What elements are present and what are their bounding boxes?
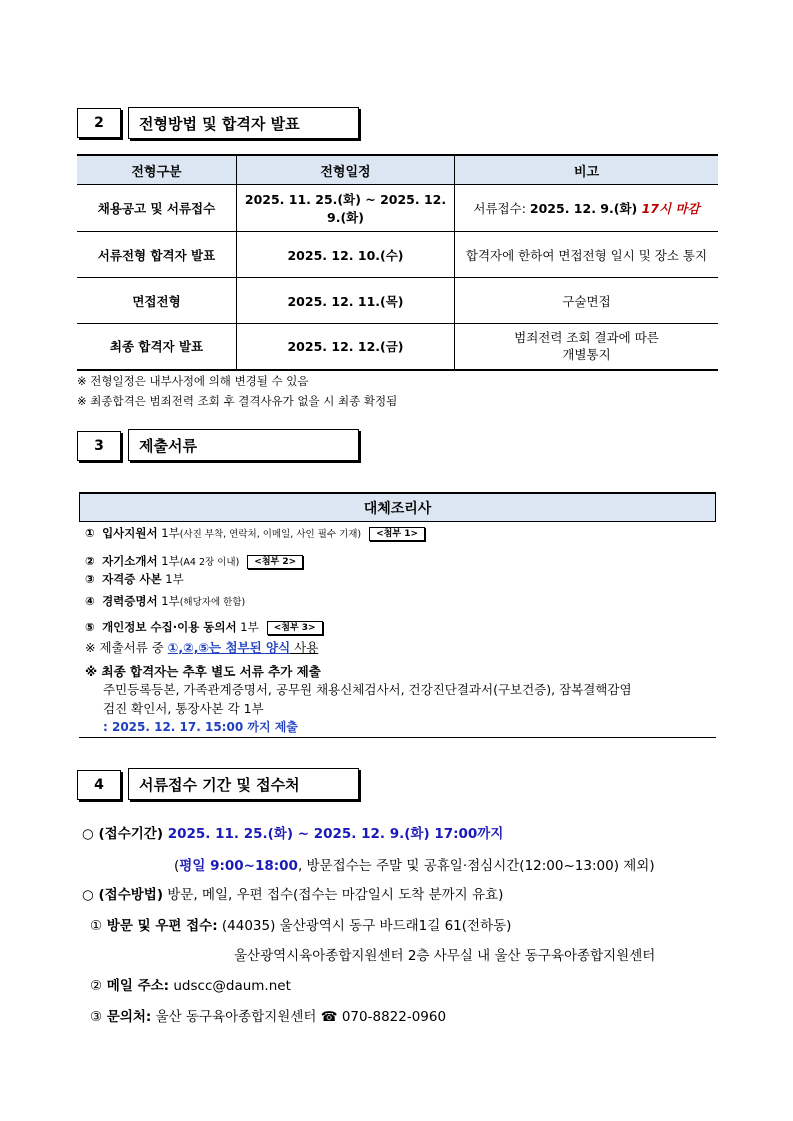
attachment-tag: <첨부 1>	[369, 527, 425, 541]
contact-label: 문의처:	[102, 1009, 152, 1025]
table-row	[77, 232, 718, 278]
item-detail: (해당자에 한함)	[179, 597, 246, 608]
box-header: 대체조리사	[79, 494, 716, 522]
period-value: 2025. 11. 25.(화) ~ 2025. 12. 9.(화) 17:00까지	[167, 826, 504, 842]
hours-weekday: 평일 9:00~18:00	[179, 858, 298, 874]
stage-cell: 면접전형	[77, 278, 237, 324]
item-name: 경력증명서	[102, 594, 158, 608]
form-note	[85, 638, 318, 656]
date-cell: 2025. 12. 11.(목)	[237, 278, 455, 324]
date-cell: 2025. 12. 10.(수)	[237, 232, 455, 278]
submission-period	[82, 822, 503, 842]
visit-mark: ①	[90, 918, 103, 934]
section-number: 2	[77, 108, 121, 138]
item-detail: (사진 부착, 연락처, 이메일, 사인 필수 기재)	[179, 529, 362, 540]
item-qty: 1부	[157, 526, 180, 540]
item-qty: 1부	[236, 620, 259, 634]
period-label: ○ (접수기간)	[82, 826, 168, 842]
form-note-highlight: ①,②,⑤는 첨부된 양식	[167, 640, 291, 655]
table-row	[77, 324, 718, 370]
schedule-table	[77, 154, 718, 371]
form-note-prefix: ※ 제출서류 중	[85, 640, 168, 655]
item-name: 입사지원서	[102, 526, 158, 540]
item-mark: ③	[85, 572, 95, 586]
item-mark: ①	[85, 526, 95, 540]
column-header: 비고	[455, 155, 719, 185]
item-qty: 1부	[161, 572, 184, 586]
note-cell: 구술면접	[455, 278, 719, 324]
visit-address	[90, 914, 511, 934]
section-number: 3	[77, 431, 121, 461]
final-submission-list: 주민등록등본, 가족관계증명서, 공무원 채용신체검사서, 건강진단결과서(구보건증), 잠복결핵감염	[103, 682, 632, 697]
list-item	[85, 593, 245, 609]
visit-address-line1: (44035) 울산광역시 동구 바드래1길 61(전하동)	[217, 918, 512, 934]
section-title: 전형방법 및 합격자 발표	[128, 107, 359, 139]
mail-label: 메일 주소:	[102, 978, 170, 994]
table-row	[77, 278, 718, 324]
date-cell: 2025. 11. 25.(화) ~ 2025. 12. 9.(화)	[237, 185, 455, 232]
contact-value: 울산 동구육아종합지원센터	[151, 1009, 321, 1025]
section-number: 4	[77, 770, 121, 800]
list-item	[85, 619, 323, 635]
note-prefix: 서류접수:	[473, 201, 530, 216]
submission-method	[82, 883, 503, 903]
table-row	[77, 185, 718, 232]
form-note-suffix: 사용	[290, 640, 319, 655]
method-label: ○ (접수방법)	[82, 887, 163, 903]
note-date: 2025. 12. 9.(화)	[529, 201, 642, 216]
visit-address-line2: 울산광역시육아종합지원센터 2층 사무실 내 울산 동구육아종합지원센터	[234, 948, 656, 964]
item-name: 개인정보 수집·이용 동의서	[102, 620, 237, 634]
attachment-tag: <첨부 2>	[247, 555, 303, 569]
item-mark: ④	[85, 594, 95, 608]
visit-label: 방문 및 우편 접수:	[102, 918, 218, 934]
table-header-row	[77, 155, 718, 185]
deadline-text: 17시 마감	[641, 201, 700, 216]
attachment-tag: <첨부 3>	[267, 621, 323, 635]
stage-cell: 최종 합격자 발표	[77, 324, 237, 370]
note-cell: 합격자에 한하여 면접전형 일시 및 장소 통지	[455, 232, 719, 278]
mail-mark: ②	[90, 978, 103, 994]
business-hours	[174, 854, 655, 874]
hours-rest: , 방문접수는 주말 및 공휴일·점심시간(12:00~13:00) 제외)	[297, 858, 655, 874]
stage-cell: 서류전형 합격자 발표	[77, 232, 237, 278]
method-value: 방문, 메일, 우편 접수(접수는 마감일시 도착 분까지 유효)	[162, 887, 504, 903]
documents-box	[79, 492, 716, 738]
note-cell	[455, 185, 719, 232]
schedule-note: ※ 최종합격은 범죄전력 조회 후 결격사유가 없을 시 최종 확정됨	[77, 394, 398, 408]
date-cell: 2025. 12. 12.(금)	[237, 324, 455, 370]
column-header: 전형구분	[77, 155, 237, 185]
column-header: 전형일정	[237, 155, 455, 185]
section-title: 서류접수 기간 및 접수처	[128, 768, 359, 800]
phone-icon: ☎	[320, 1009, 338, 1025]
final-submission-title: ※ 최종 합격자는 추후 별도 서류 추가 제출	[85, 664, 321, 679]
item-qty: 1부	[157, 594, 180, 608]
note-line: 개별통지	[562, 347, 611, 363]
contact-info	[90, 1005, 446, 1025]
mail-value[interactable]: udscc@daum.net	[169, 978, 291, 994]
final-deadline: : 2025. 12. 17. 15:00 까지 제출	[103, 720, 298, 734]
note-line: 범죄전력 조회 결과에 따른	[514, 330, 659, 346]
hours-open: (	[174, 858, 180, 874]
contact-mark: ③	[90, 1009, 103, 1025]
item-name: 자기소개서	[102, 554, 158, 568]
list-item	[85, 571, 184, 587]
item-name: 자격증 사본	[102, 572, 162, 586]
item-detail: (A4 2장 이내)	[179, 557, 240, 568]
section-title: 제출서류	[128, 429, 359, 461]
list-item	[85, 553, 303, 569]
final-submission-list: 검진 확인서, 통장사본 각 1부	[103, 701, 264, 716]
email-address	[90, 974, 291, 994]
note-cell	[455, 324, 719, 370]
contact-phone: 070-8822-0960	[337, 1009, 447, 1025]
schedule-note: ※ 전형일정은 내부사정에 의해 변경될 수 있음	[77, 374, 309, 388]
item-qty: 1부	[157, 554, 180, 568]
stage-cell: 채용공고 및 서류접수	[77, 185, 237, 232]
item-mark: ②	[85, 554, 95, 568]
list-item	[85, 525, 425, 541]
item-mark: ⑤	[85, 620, 95, 634]
